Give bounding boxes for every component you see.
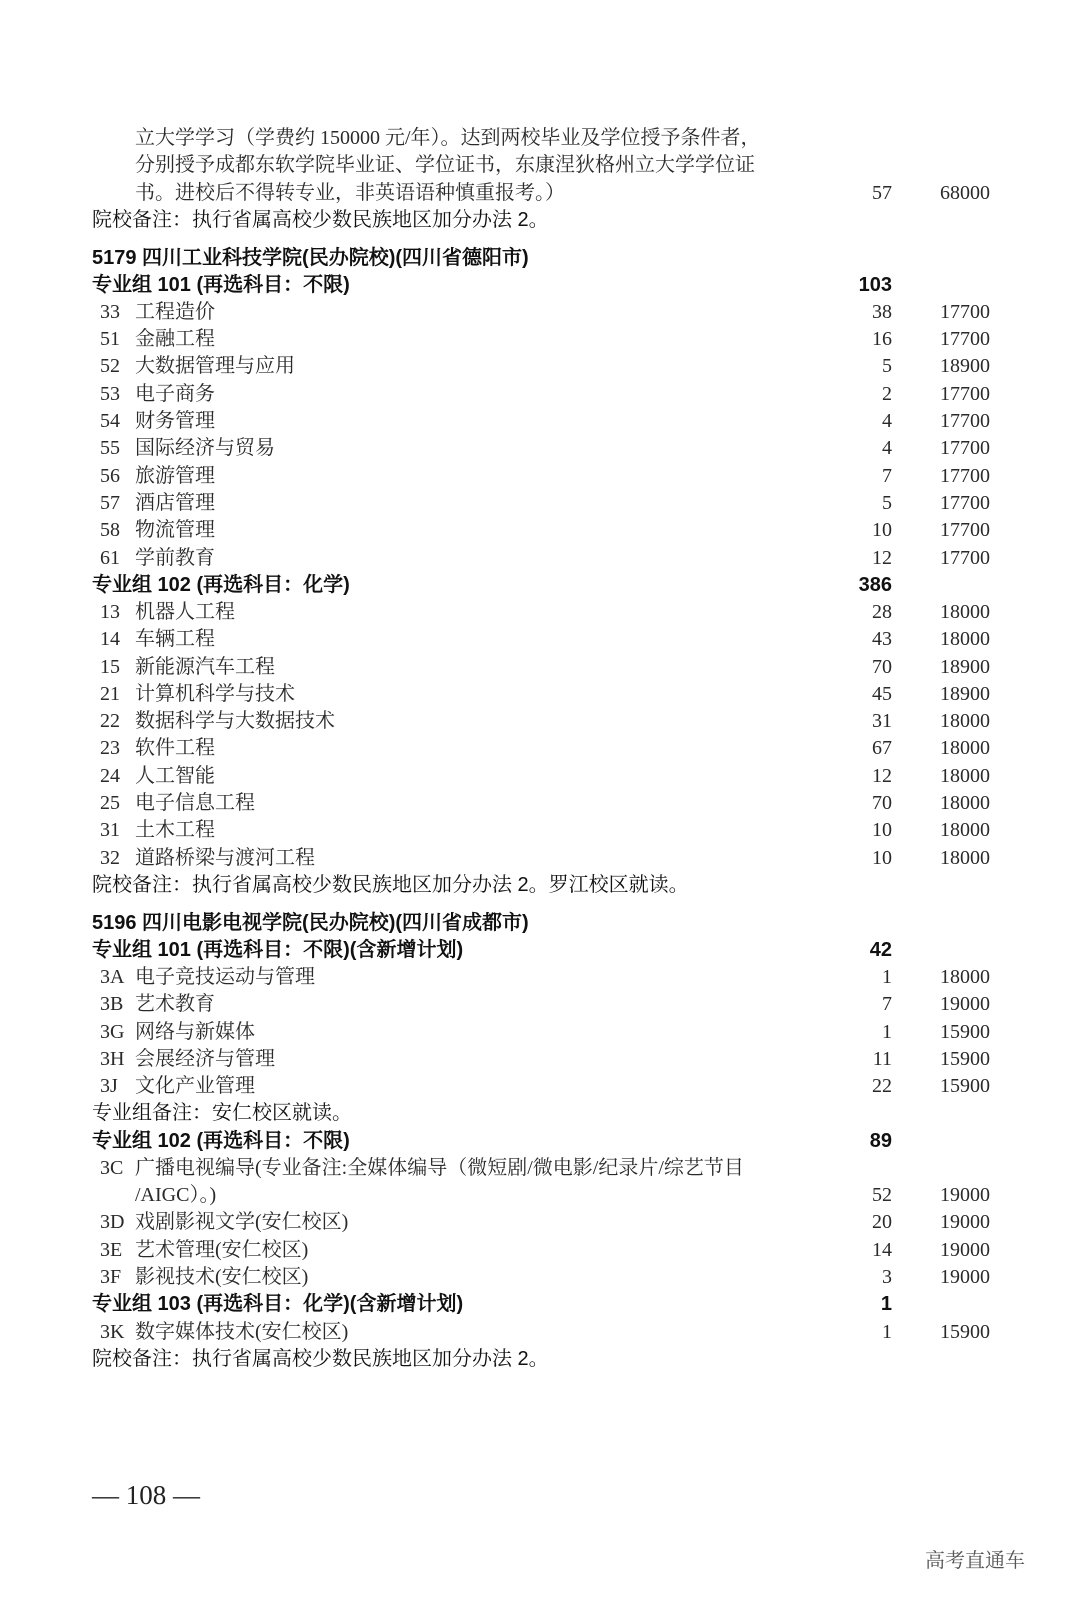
major-code: 25 <box>100 792 120 814</box>
tuition-fee: 17700 <box>940 547 990 569</box>
tuition-fee: 17700 <box>940 301 990 323</box>
school-note-text: 院校备注：执行省属高校少数民族地区加分办法 2。罗江校区就读。 <box>92 874 689 896</box>
tuition-fee: 18000 <box>940 737 990 759</box>
major-row <box>0 1319 1080 1346</box>
plan-count: 16 <box>872 328 892 350</box>
major-name: 物流管理 <box>135 519 215 541</box>
major-code: 22 <box>100 710 120 732</box>
tuition-fee: 19000 <box>940 1239 990 1261</box>
major-code: 3K <box>100 1321 125 1343</box>
major-code: 3J <box>100 1075 118 1097</box>
major-code: 3B <box>100 993 124 1015</box>
continuation-line <box>0 125 1080 152</box>
tuition-fee: 15900 <box>940 1021 990 1043</box>
major-row <box>0 353 1080 380</box>
major-row <box>0 1237 1080 1264</box>
plan-count: 12 <box>872 765 892 787</box>
major-code: 32 <box>100 847 120 869</box>
plan-count: 10 <box>872 519 892 541</box>
tuition-fee: 15900 <box>940 1075 990 1097</box>
major-code: 3F <box>100 1266 122 1288</box>
major-code: 57 <box>100 492 120 514</box>
major-row <box>0 735 1080 762</box>
plan-count: 4 <box>882 437 892 459</box>
major-code: 53 <box>100 383 120 405</box>
tuition-fee: 18900 <box>940 355 990 377</box>
major-row <box>0 790 1080 817</box>
major-name: 大数据管理与应用 <box>135 355 295 377</box>
plan-count: 67 <box>872 737 892 759</box>
plan-count: 70 <box>872 656 892 678</box>
major-name-continued: /AIGC）。) <box>135 1184 217 1206</box>
tuition-fee: 17700 <box>940 437 990 459</box>
tuition-fee: 18900 <box>940 656 990 678</box>
major-code: 24 <box>100 765 120 787</box>
major-name: 金融工程 <box>135 328 215 350</box>
major-row <box>0 490 1080 517</box>
school-header-text: 5179 四川工业科技学院(民办院校)(四川省德阳市) <box>92 247 529 269</box>
major-code: 54 <box>100 410 120 432</box>
school-header <box>0 910 1080 937</box>
major-name: 数据科学与大数据技术 <box>135 710 335 732</box>
tuition-fee: 15900 <box>940 1321 990 1343</box>
major-code: 21 <box>100 683 120 705</box>
major-code: 3A <box>100 966 125 988</box>
major-row <box>0 408 1080 435</box>
major-row <box>0 964 1080 991</box>
plan-count: 31 <box>872 710 892 732</box>
plan-count: 70 <box>872 792 892 814</box>
plan-count: 28 <box>872 601 892 623</box>
major-code: 31 <box>100 819 120 841</box>
major-row <box>0 1073 1080 1100</box>
tuition-fee: 68000 <box>940 182 990 204</box>
plan-count: 45 <box>872 683 892 705</box>
major-code: 61 <box>100 547 120 569</box>
major-code: 3C <box>100 1157 124 1179</box>
plan-count: 7 <box>882 993 892 1015</box>
major-code: 13 <box>100 601 120 623</box>
major-name: 文化产业管理 <box>135 1075 255 1097</box>
major-name: 新能源汽车工程 <box>135 656 275 678</box>
tuition-fee: 15900 <box>940 1048 990 1070</box>
tuition-fee: 18000 <box>940 966 990 988</box>
major-row <box>0 435 1080 462</box>
plan-count: 1 <box>882 966 892 988</box>
tuition-fee: 18000 <box>940 792 990 814</box>
school-note-text: 院校备注：执行省属高校少数民族地区加分办法 2。 <box>92 209 549 231</box>
group-label: 专业组 101 (再选科目：不限)(含新增计划) <box>92 939 464 961</box>
tuition-fee: 18900 <box>940 683 990 705</box>
group-note <box>0 1100 1080 1127</box>
tuition-fee: 19000 <box>940 993 990 1015</box>
tuition-fee: 17700 <box>940 519 990 541</box>
major-code: 3G <box>100 1021 125 1043</box>
school-note <box>0 1346 1080 1373</box>
school-note-text: 院校备注：执行省属高校少数民族地区加分办法 2。 <box>92 1348 549 1370</box>
school-note <box>0 872 1080 899</box>
major-name: 网络与新媒体 <box>135 1021 255 1043</box>
major-row <box>0 654 1080 681</box>
group-header <box>0 572 1080 599</box>
major-name: 土木工程 <box>135 819 215 841</box>
major-name: 会展经济与管理 <box>135 1048 275 1070</box>
plan-count: 2 <box>882 383 892 405</box>
plan-count: 57 <box>872 182 892 204</box>
plan-count: 4 <box>882 410 892 432</box>
tuition-fee: 17700 <box>940 328 990 350</box>
group-header <box>0 937 1080 964</box>
watermark: 高考直通车 <box>925 1550 1025 1572</box>
major-name: 车辆工程 <box>135 628 215 650</box>
group-header <box>0 272 1080 299</box>
major-name: 财务管理 <box>135 410 215 432</box>
major-code: 55 <box>100 437 120 459</box>
tuition-fee: 17700 <box>940 465 990 487</box>
major-code: 3D <box>100 1211 125 1233</box>
continuation-text: 书。进校后不得转专业，非英语语种慎重报考。） <box>135 182 565 204</box>
plan-count: 10 <box>872 819 892 841</box>
tuition-fee: 18000 <box>940 847 990 869</box>
major-code: 56 <box>100 465 120 487</box>
group-total: 89 <box>869 1130 892 1152</box>
plan-count: 52 <box>872 1184 892 1206</box>
group-total: 386 <box>858 574 892 596</box>
major-name: 广播电视编导(专业备注:全媒体编导（微短剧/微电影/纪录片/综艺节目 <box>135 1157 744 1179</box>
major-row <box>0 1019 1080 1046</box>
tuition-fee: 19000 <box>940 1211 990 1233</box>
school-header <box>0 245 1080 272</box>
plan-count: 12 <box>872 547 892 569</box>
major-row <box>0 545 1080 572</box>
continuation-line <box>0 180 1080 207</box>
group-label: 专业组 102 (再选科目：化学) <box>92 574 350 596</box>
major-row <box>0 326 1080 353</box>
major-row <box>0 599 1080 626</box>
plan-count: 5 <box>882 355 892 377</box>
major-name: 计算机科学与技术 <box>135 683 295 705</box>
tuition-fee: 17700 <box>940 383 990 405</box>
major-name: 学前教育 <box>135 547 215 569</box>
major-code: 51 <box>100 328 120 350</box>
tuition-fee: 18000 <box>940 765 990 787</box>
major-row <box>0 1209 1080 1236</box>
major-name: 电子商务 <box>135 383 215 405</box>
major-row <box>0 708 1080 735</box>
plan-count: 7 <box>882 465 892 487</box>
plan-count: 20 <box>872 1211 892 1233</box>
continuation-text: 分别授予成都东软学院毕业证、学位证书，东康涅狄格州立大学学位证 <box>135 154 755 176</box>
plan-count: 11 <box>872 1048 892 1070</box>
tuition-fee: 17700 <box>940 410 990 432</box>
school-note <box>0 207 1080 234</box>
major-name: 数字媒体技术(安仁校区) <box>135 1321 349 1343</box>
major-name: 道路桥梁与渡河工程 <box>135 847 315 869</box>
major-code: 52 <box>100 355 120 377</box>
major-name: 电子信息工程 <box>135 792 255 814</box>
major-row <box>0 763 1080 790</box>
major-row <box>0 463 1080 490</box>
group-label: 专业组 103 (再选科目：化学)(含新增计划) <box>92 1293 464 1315</box>
group-label: 专业组 101 (再选科目：不限) <box>92 274 350 296</box>
group-total: 103 <box>858 274 892 296</box>
major-code: 23 <box>100 737 120 759</box>
major-row <box>0 299 1080 326</box>
plan-count: 43 <box>872 628 892 650</box>
major-name: 电子竞技运动与管理 <box>135 966 315 988</box>
major-name: 旅游管理 <box>135 465 215 487</box>
plan-count: 10 <box>872 847 892 869</box>
plan-count: 3 <box>882 1266 892 1288</box>
major-row <box>0 626 1080 653</box>
major-name: 机器人工程 <box>135 601 235 623</box>
plan-count: 22 <box>872 1075 892 1097</box>
major-name: 影视技术(安仁校区) <box>135 1266 309 1288</box>
group-note-text: 专业组备注：安仁校区就读。 <box>92 1102 352 1124</box>
tuition-fee: 17700 <box>940 492 990 514</box>
major-row <box>0 1264 1080 1291</box>
group-header <box>0 1291 1080 1318</box>
group-total: 42 <box>869 939 892 961</box>
major-name: 国际经济与贸易 <box>135 437 275 459</box>
major-row <box>0 817 1080 844</box>
group-total: 1 <box>880 1293 892 1315</box>
plan-count: 5 <box>882 492 892 514</box>
major-name: 软件工程 <box>135 737 215 759</box>
continuation-line <box>0 152 1080 179</box>
school-header-text: 5196 四川电影电视学院(民办院校)(四川省成都市) <box>92 912 529 934</box>
major-row-continued <box>0 1182 1080 1209</box>
plan-count: 1 <box>882 1321 892 1343</box>
page-number: — 108 — <box>92 1480 200 1510</box>
tuition-fee: 18000 <box>940 628 990 650</box>
major-name: 戏剧影视文学(安仁校区) <box>135 1211 349 1233</box>
major-code: 3E <box>100 1239 123 1261</box>
plan-count: 38 <box>872 301 892 323</box>
major-row <box>0 991 1080 1018</box>
major-name: 酒店管理 <box>135 492 215 514</box>
major-row <box>0 1155 1080 1182</box>
continuation-text: 立大学学习（学费约 150000 元/年）。达到两校毕业及学位授予条件者， <box>135 127 761 149</box>
tuition-fee: 18000 <box>940 819 990 841</box>
major-code: 58 <box>100 519 120 541</box>
major-row <box>0 381 1080 408</box>
plan-count: 14 <box>872 1239 892 1261</box>
tuition-fee: 19000 <box>940 1184 990 1206</box>
group-label: 专业组 102 (再选科目：不限) <box>92 1130 350 1152</box>
tuition-fee: 18000 <box>940 601 990 623</box>
major-row <box>0 681 1080 708</box>
plan-count: 1 <box>882 1021 892 1043</box>
major-row <box>0 517 1080 544</box>
tuition-fee: 18000 <box>940 710 990 732</box>
major-code: 33 <box>100 301 120 323</box>
major-name: 人工智能 <box>135 765 215 787</box>
major-code: 15 <box>100 656 120 678</box>
major-name: 工程造价 <box>135 301 215 323</box>
tuition-fee: 19000 <box>940 1266 990 1288</box>
group-header <box>0 1128 1080 1155</box>
major-name: 艺术教育 <box>135 993 215 1015</box>
major-row <box>0 1046 1080 1073</box>
major-code: 3H <box>100 1048 125 1070</box>
major-row <box>0 845 1080 872</box>
major-code: 14 <box>100 628 120 650</box>
major-name: 艺术管理(安仁校区) <box>135 1239 309 1261</box>
